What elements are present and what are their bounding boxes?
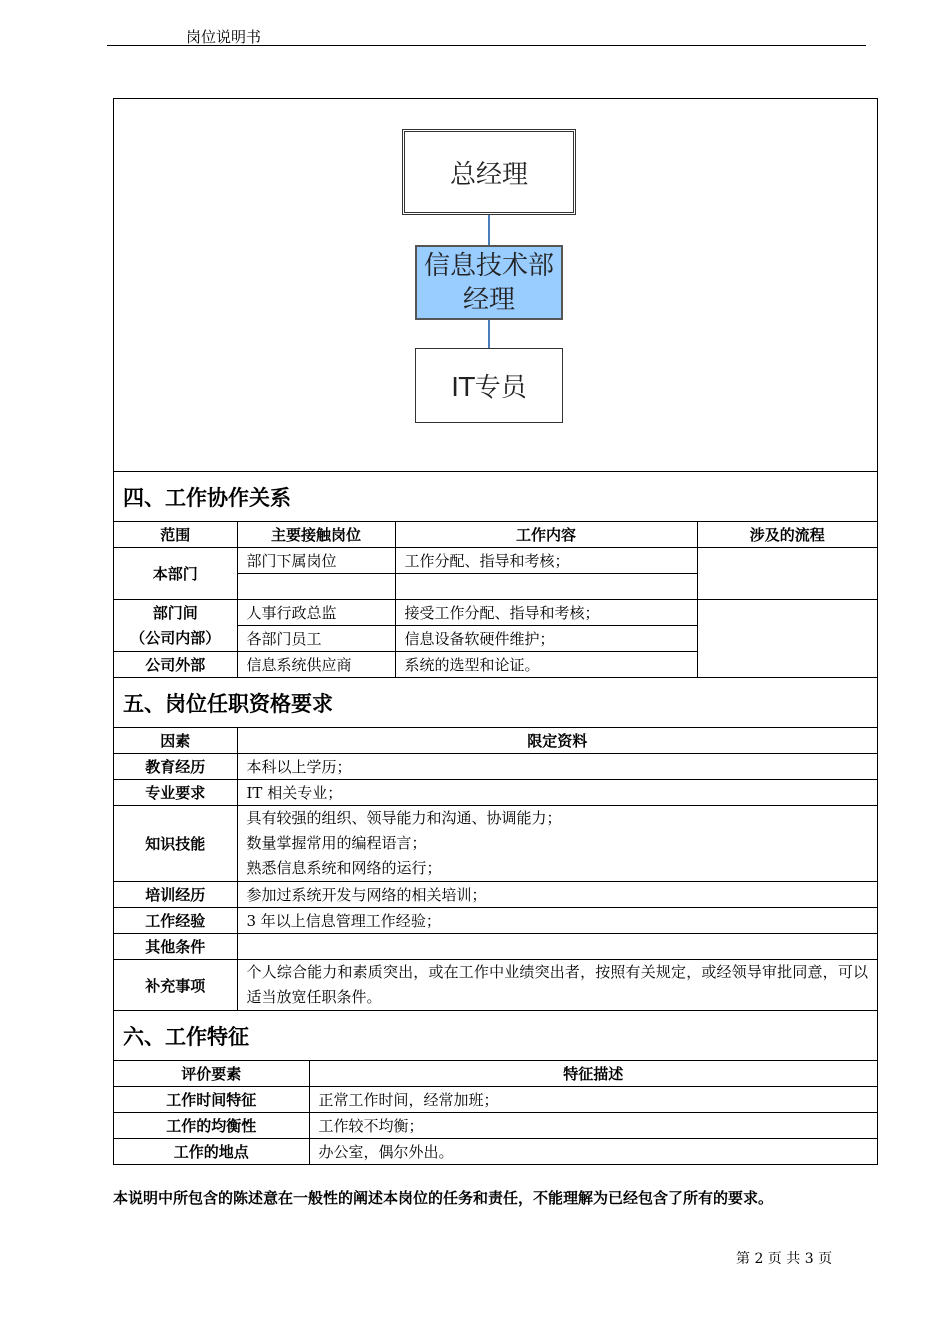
table-header-row	[114, 522, 877, 548]
content-cell: 系统的选型和论证。	[395, 652, 697, 678]
post-cell: 人事行政总监	[237, 600, 395, 626]
footnote: 本说明中所包含的陈述意在一般性的阐述本岗位的任务和责任，不能理解为已经包含了所有的要求。	[113, 1189, 774, 1207]
header-rule	[107, 45, 866, 46]
table-row	[114, 934, 877, 960]
org-general-manager-label: 总经理	[449, 159, 528, 190]
factor-cell: 知识技能	[114, 806, 237, 882]
detail-line: 具有较强的组织、领导能力和沟通、协调能力；	[246, 809, 562, 827]
section-title-qualifications: 五、岗位任职资格要求	[114, 678, 877, 728]
characteristics-table	[114, 1061, 877, 1164]
table-row	[114, 1113, 877, 1139]
table-row	[114, 780, 877, 806]
org-it-specialist-label: IT专员	[451, 373, 527, 403]
post-cell: 部门下属岗位	[237, 548, 395, 574]
factor-cell: 工作的均衡性	[114, 1113, 309, 1139]
content-cell	[395, 574, 697, 600]
post-cell: 各部门员工	[237, 626, 395, 652]
table-row	[114, 1087, 877, 1113]
org-connector-top	[488, 215, 490, 245]
table-row	[114, 754, 877, 780]
header-cell: 限定资料	[237, 728, 877, 754]
detail-cell: 本科以上学历；	[237, 754, 877, 780]
section-title-work-characteristics: 六、工作特征	[114, 1011, 877, 1061]
factor-cell: 培训经历	[114, 882, 237, 908]
factor-cell: 工作的地点	[114, 1139, 309, 1165]
desc-cell: 工作较不均衡；	[309, 1113, 877, 1139]
header-cell: 范围	[114, 522, 237, 548]
content-cell: 接受工作分配、指导和考核；	[395, 600, 697, 626]
table-row	[114, 882, 877, 908]
page-number: 第 2 页 共 3 页	[736, 1251, 833, 1267]
detail-cell: 参加过系统开发与网络的相关培训；	[237, 882, 877, 908]
detail-cell	[237, 806, 877, 882]
table-header-row	[114, 728, 877, 754]
table-row	[114, 600, 877, 626]
scope-label-line1: 部门间	[152, 603, 198, 622]
post-cell: 信息系统供应商	[237, 652, 395, 678]
detail-line: 数量掌握常用的编程语言；	[246, 834, 427, 852]
header-cell: 主要接触岗位	[237, 522, 395, 548]
header-title: 岗位说明书	[186, 28, 262, 46]
process-cell	[697, 548, 877, 600]
detail-line: 熟悉信息系统和网络的运行；	[246, 859, 442, 877]
table-row	[114, 548, 877, 574]
section-title-collaboration: 四、工作协作关系	[114, 472, 877, 522]
table-row	[114, 1139, 877, 1165]
post-cell	[237, 574, 395, 600]
table-row	[114, 960, 877, 1011]
table-row	[114, 806, 877, 882]
org-box-it-manager	[415, 245, 563, 320]
factor-cell: 工作时间特征	[114, 1087, 309, 1113]
header-cell: 因素	[114, 728, 237, 754]
desc-cell: 办公室，偶尔外出。	[309, 1139, 877, 1165]
header-cell: 涉及的流程	[697, 522, 877, 548]
detail-cell: 3 年以上信息管理工作经验；	[237, 908, 877, 934]
detail-cell: 个人综合能力和素质突出，或在工作中业绩突出者，按照有关规定，或经领导审批同意，可以适当放宽任职条件。	[237, 960, 877, 1011]
org-it-manager-label-line1: 信息技术部	[423, 250, 554, 281]
factor-cell: 其他条件	[114, 934, 237, 960]
content-cell: 工作分配、指导和考核；	[395, 548, 697, 574]
factor-cell: 工作经验	[114, 908, 237, 934]
scope-label-line2: （公司内部）	[130, 628, 221, 647]
detail-cell	[237, 934, 877, 960]
factor-cell: 专业要求	[114, 780, 237, 806]
desc-cell: 正常工作时间，经常加班；	[309, 1087, 877, 1113]
org-box-it-specialist	[415, 348, 563, 423]
process-cell	[697, 600, 877, 678]
detail-cell: IT 相关专业；	[237, 780, 877, 806]
factor-cell: 补充事项	[114, 960, 237, 1011]
header-cell: 特征描述	[309, 1061, 877, 1087]
org-box-general-manager	[402, 129, 576, 215]
scope-cell: 公司外部	[114, 652, 237, 678]
header-cell: 工作内容	[395, 522, 697, 548]
collaboration-table	[114, 522, 877, 678]
factor-cell: 教育经历	[114, 754, 237, 780]
qualifications-table	[114, 728, 877, 1011]
org-chart	[114, 99, 877, 472]
job-description-table	[113, 98, 878, 1165]
scope-cell: 本部门	[114, 548, 237, 600]
org-connector-bottom	[488, 320, 490, 348]
content-cell: 信息设备软硬件维护；	[395, 626, 697, 652]
table-header-row	[114, 1061, 877, 1087]
table-row	[114, 908, 877, 934]
scope-cell	[114, 600, 237, 652]
org-it-manager-label-line2: 经理	[462, 284, 515, 315]
header-cell: 评价要素	[114, 1061, 309, 1087]
